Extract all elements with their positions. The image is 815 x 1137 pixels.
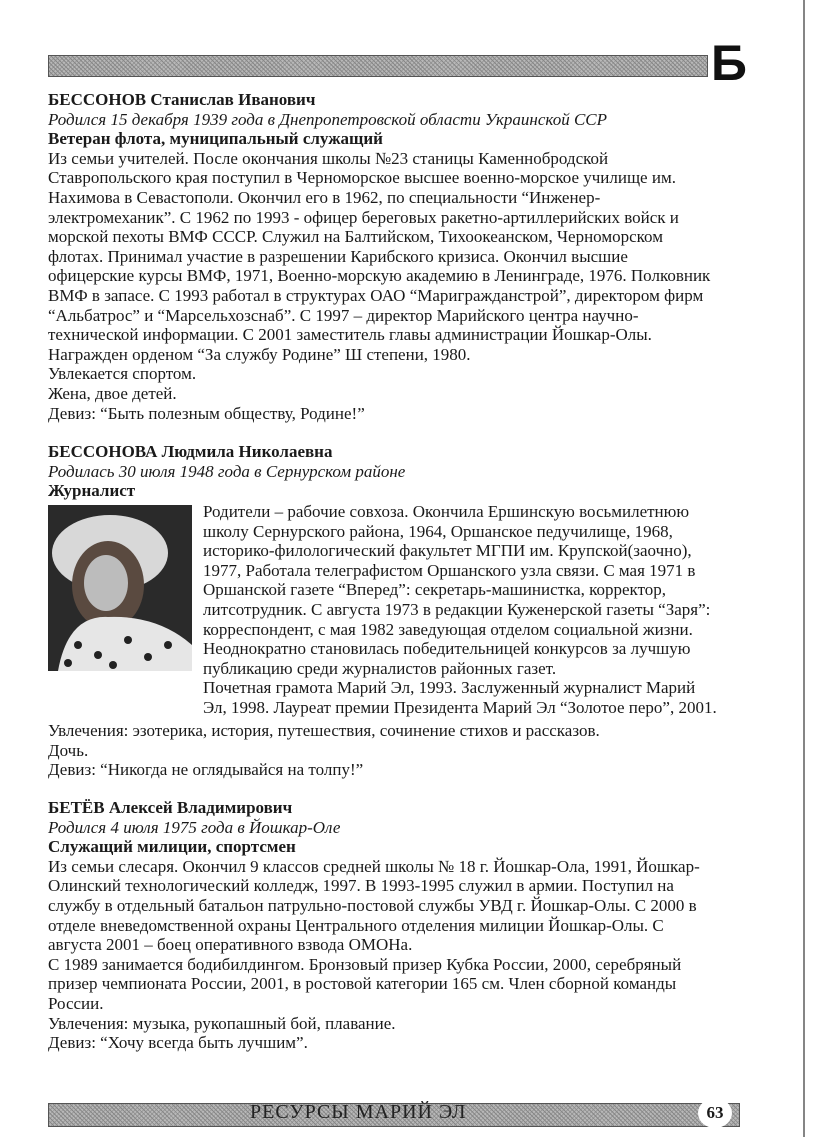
bio-line: литсотрудник. С августа 1973 в редакции Куженерской газеты “Заря”: xyxy=(203,599,711,619)
bio-line: отделе вневедомственной охраны Центрального отделения милиции Йошкар-Олы. С xyxy=(48,915,664,935)
birth-info: Родился 4 июля 1975 года в Йошкар-Оле xyxy=(48,817,341,837)
portrait-photo xyxy=(48,505,192,671)
entry-bessonov xyxy=(48,90,710,423)
bio-line: морской пехоты ВМФ СССР. Служил на Балтийском, Тихоокеанском, Черноморском xyxy=(48,227,663,247)
bio-line: Нахимова в Севастополи. Окончил его в 1962, по специальности “Инженер- xyxy=(48,187,601,207)
bio-line: публикацию среди журналистов районных газет. xyxy=(203,658,557,678)
bio-line: службу в отдельный батальон патрульно-постовой службы УВД г. Йошкар-Олы. С 2000 в xyxy=(48,895,697,915)
bio-line: Жена, двое детей. xyxy=(48,383,177,403)
bio-line: призер чемпионата России, 2001, в ростовой категории 165 см. Член сборной команды xyxy=(48,974,677,994)
bio-line: офицерские курсы ВМФ, 1971, Военно-морскую академию в Ленинграде, 1976. Полковник xyxy=(48,266,711,286)
bio-line: Почетная грамота Марий Эл, 1993. Заслуженный журналист Марий xyxy=(203,678,696,698)
bio-line: Оршанской газете “Вперед”: секретарь-машинистка, корректор, xyxy=(203,580,667,600)
bio-line: школу Сернурского района, 1964, Оршанское педучилище, 1968, xyxy=(203,521,673,541)
bio-line: историко-филологический факультет МГПИ им. Крупской(заочно), xyxy=(203,541,692,561)
bio-line: Олинский технологический колледж, 1997. В 1993-1995 служил в армии. Поступил на xyxy=(48,876,674,896)
bio-line: Из семьи учителей. После окончания школы №23 станицы Каменнобродской xyxy=(48,148,609,168)
bio-line: Неоднократно становилась победительницей конкурсов за лучшую xyxy=(203,639,691,659)
bio-line: Из семьи слесаря. Окончил 9 классов средней школы № 18 г. Йошкар-Ола, 1991, Йошкар- xyxy=(48,856,700,876)
entry-bessonova-bio-beside-photo xyxy=(203,502,717,718)
occupation: Ветеран флота, муниципальный служащий xyxy=(48,129,383,149)
bio-line: С 1989 занимается бодибилдингом. Бронзовый призер Кубка России, 2000, серебряный xyxy=(48,954,682,974)
bio-line: Ставропольского края поступил в Черноморское высшее военно-морское училище им. xyxy=(48,168,676,188)
entry-bessonova xyxy=(48,442,405,501)
birth-info: Родилась 30 июля 1948 года в Сернурском районе xyxy=(48,461,406,481)
bio-line: Эл, 1998. Лауреат премии Президента Марий Эл “Золотое перо”, 2001. xyxy=(203,697,717,717)
footer-title: РЕСУРСЫ МАРИЙ ЭЛ xyxy=(250,1101,467,1123)
header-bar xyxy=(48,55,708,77)
occupation: Служащий милиции, спортсмен xyxy=(48,837,296,857)
bio-line: флотах. Принимал участие в разрешении Карибского кризиса. Окончил высшие xyxy=(48,246,628,266)
person-name: БЕССОНОВА Людмила Николаевна xyxy=(48,442,333,461)
bio-line: 1977, Работала телеграфистом Оршанского узла связи. С мая 1971 в xyxy=(203,560,696,580)
bio-line: Увлекается спортом. xyxy=(48,364,197,384)
section-letter: Б xyxy=(711,35,747,91)
bio-line: Девиз: “Быть полезным обществу, Родине!” xyxy=(48,403,365,423)
bio-line: России. xyxy=(48,993,104,1013)
bio-line: Увлечения: эзотерика, история, путешествия, сочинение стихов и рассказов. xyxy=(48,721,600,740)
bio-line: корреспондент, с мая 1982 заведующая отделом социальной жизни. xyxy=(203,619,693,639)
bio-line: Дочь. xyxy=(48,740,89,760)
bio-line: ВМФ в запасе. С 1993 работал в структурах ОАО “Мариграждaнстрой”, директором фирм xyxy=(48,285,704,305)
birth-info: Родился 15 декабря 1939 года в Днепропетровской области Украинской ССР xyxy=(48,109,608,129)
page-number: 63 xyxy=(698,1098,732,1128)
person-name: БЕТЁВ Алексей Владимирович xyxy=(48,798,293,817)
bio-line: Девиз: “Никогда не оглядывайся на толпу!” xyxy=(48,760,364,780)
bio-line: электромеханик”. С 1962 по 1993 - офицер береговых ракетно-артиллерийских войск и xyxy=(48,207,679,227)
person-name: БЕССОНОВ Станислав Иванович xyxy=(48,90,316,109)
bio-line: Родители – рабочие совхоза. Окончила Ершинскую восьмилетнюю xyxy=(203,502,690,521)
occupation: Журналист xyxy=(48,481,136,501)
bio-line: технической информации. С 2001 заместитель главы администрации Йошкар-Олы. xyxy=(48,325,652,345)
bio-line: Увлечения: музыка, рукопашный бой, плавание. xyxy=(48,1013,396,1033)
bio-line: Награжден орденом “За службу Родине” Ш степени, 1980. xyxy=(48,344,471,364)
scan-edge xyxy=(803,0,805,1137)
bio-line: Девиз: “Хочу всегда быть лучшим”. xyxy=(48,1033,308,1053)
bio-line: августа 2001 – боец оперативного взвода ОМОНа. xyxy=(48,935,413,955)
bio-line: “Альбатрос” и “Марсельхозснаб”. С 1997 – директор Марийского центра научно- xyxy=(48,305,639,325)
entry-betev xyxy=(48,798,700,1053)
entry-bessonova-extra xyxy=(48,721,600,780)
